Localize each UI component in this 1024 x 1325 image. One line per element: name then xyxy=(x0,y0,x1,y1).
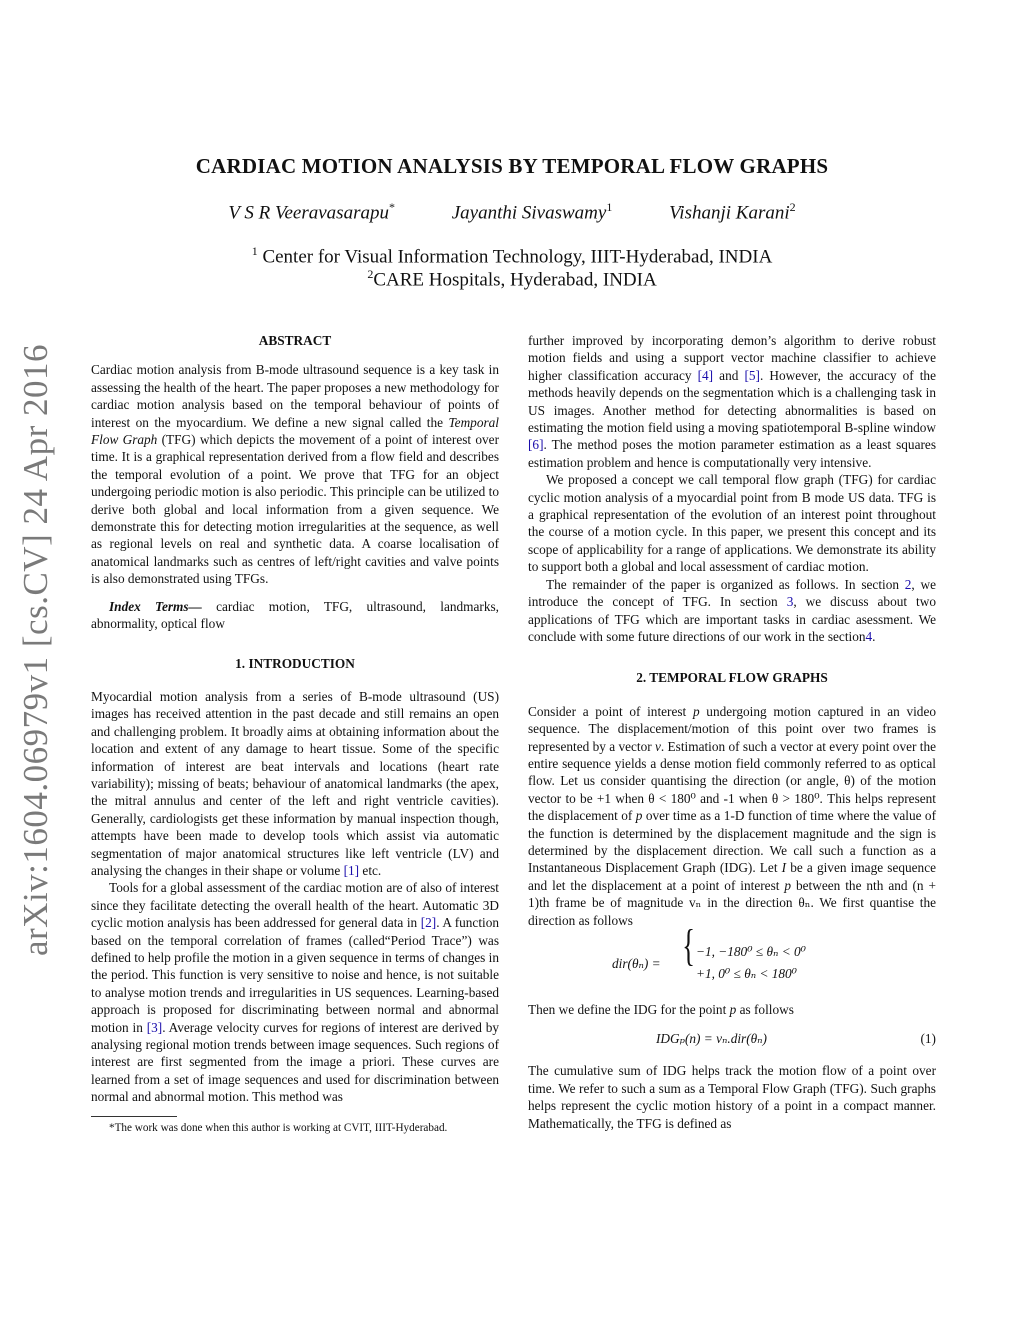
citation-5[interactable]: [5] xyxy=(744,367,760,383)
author-1: V S R Veeravasarapu* xyxy=(228,200,395,224)
equation-number: (1) xyxy=(920,1031,936,1047)
tfg-paragraph: The cumulative sum of IDG helps track the motion flow of a point over time. We refer to such a sum as a Temporal Flow Graph (TFG). Such graphs helps represent the cyclic motion history of a point in a compact manner. Mathematically, the TFG is defined as xyxy=(528,1063,936,1131)
idg-equation xyxy=(528,1026,936,1054)
citation-4[interactable]: [4] xyxy=(697,367,714,383)
citation-6[interactable]: [6] xyxy=(528,437,544,453)
affiliation-1: $^1$ Center for Visual Information Technology, IIIT-Hyderabad, INDIA xyxy=(251,244,773,268)
proposal-paragraph: We proposed a concept we call temporal flow graph (TFG) for cardiac cyclic motion analysis of a myocardial point from B mode US data. TFG is a graphical representation of the evolution of an interest point throughout the course of a motion cycle. In this paper, we present this concept and its scope of applicability for a range of applications. We demonstrate its ability to support both a global and local assessment of cardiac motion. xyxy=(528,472,936,575)
direction-case-negative: −1, −180⁰ ≤ θₙ < 0⁰ xyxy=(696,944,806,959)
footnote: *The work was done when this author is working at CVIT, IIIT-Hyderabad. xyxy=(109,1121,448,1134)
idg-paragraph: Consider a point of interest p undergoing motion captured in an video sequence. The displacement/motion of this point over two frames is represented by a vector v. Estimation of such a vector at every point over the entire sequence yields a dense motion field commonly referred to as optical flow. Let us consider quantising the direction (or angle, θ) of the motion vector to be +1 when θ < 180⁰ and -1 when θ > 180⁰. This helps represent the displacement of p over time as a 1-D function of time where the value of the function is determined by the displacement magnitude and the sign is determined by the displacement direction. We call such a function as a Instantaneous Displacement Graph (IDG). Let I be a given image sequence and let the displacement at a point of interest p between the nth and (n + 1)th frame be of magnitude vₙ in the direction θₙ. We first quantise the direction as follows xyxy=(528,703,936,928)
section-link-3[interactable]: 3 xyxy=(786,594,794,610)
related-work-paragraph: further improved by incorporating demon’s algorithm to derive robust motion fields and using a support vector machine classifier to achieve higher classification accuracy [4] and [5]. However, the accuracy of the methods heavily depends on the segmentation which is a challenging task in US images. Another method for detecting abnormalities is based on estimating the motion field using a moving spatiotemporal B-spline window [6]. The method poses the motion parameter estimation as a least squares estimation problem and hence is computationally very intensive. xyxy=(528,333,936,470)
arxiv-id: arXiv:1604.06979v1 [cs.CV] 24 Apr 2016 xyxy=(16,343,55,957)
intro-paragraph-2: Tools for a global assessment of the cardiac motion are of also of interest since they facilitate detecting the overall health of the heart. Automatic 3D cyclic motion analysis has been addressed for general data in [2]. A function based on the temporal correlation of frames (called“Period Trace”) was defined to help profile the motion in a given sequence in terms of changes in the period. This function is very sensitive to noise and hence, is not suitable to analyse motion trends and irregularities in US sequences. Learning-based approach is proposed for discriminating between normal and abnormal motion in [3]. Average velocity curves for regions of interest are derived by analysing regional motion trends between image sequences. Such regions of interest are first segmented from the image a priori. These curves are learned from a set of image sequences and used for discrimination between normal and abnormal motion. This method was xyxy=(91,880,500,1105)
index-terms: Index Terms— cardiac motion, TFG, ultrasound, landmarks, abnormality, optical flow xyxy=(91,598,499,632)
direction-equation-lhs: dir(θₙ) = xyxy=(612,956,661,971)
affiliation-2: $^2$CARE Hospitals, Hyderabad, INDIA xyxy=(367,267,657,291)
author-2: Jayanthi Sivaswamy$^1$ xyxy=(451,200,613,224)
section-link-2[interactable]: 2 xyxy=(904,576,912,592)
temporal-flow-graphs-heading: 2. TEMPORAL FLOW GRAPHS xyxy=(636,670,828,686)
arxiv-sidebar-stamp xyxy=(8,343,64,957)
cases-brace: { xyxy=(682,921,695,970)
abstract-text: Cardiac motion analysis from B-mode ultrasound sequence is a key task in assessing the health of the heart. The paper proposes a new methodology for cardiac motion analysis based on the temporal behaviour of points of interest on the myocardium. We define a new signal called the Temporal Flow Graph (TFG) which depicts the movement of a point of interest over time. It is a graphical representation derived from a flow field and describes the temporal evolution of a point. We prove that TFG for an object undergoing periodic motion is also periodic. This principle can be utilized to derive both global and local information from a given sequence. We demonstrate this for detecting motion irregularities at the sequence, as well as regional levels on real and synthetic data. A coarse localisation of anatomical landmarks such as centres of left/right cavities and valve points is also demonstrated using TFGs. xyxy=(91,362,499,587)
introduction-heading: 1. INTRODUCTION xyxy=(235,655,355,671)
paper-title: CARDIAC MOTION ANALYSIS BY TEMPORAL FLOW GRAPHS xyxy=(195,154,829,178)
right-column xyxy=(528,332,936,1132)
idg-definition-intro: Then we define the IDG for the point p as follows xyxy=(528,1002,794,1017)
citation-2[interactable]: [2] xyxy=(420,915,437,931)
citation-3[interactable]: [3] xyxy=(146,1019,163,1035)
author-3: Vishanji Karani$^2$ xyxy=(669,200,796,224)
section-link-4[interactable]: 4 xyxy=(865,628,873,644)
author-list xyxy=(0,200,1024,224)
idg-equation-body: IDGₚ(n) = vₙ.dir(θₙ) xyxy=(656,1031,767,1047)
citation-1[interactable]: [1] xyxy=(343,862,360,878)
direction-equation xyxy=(528,921,936,991)
footnote-rule xyxy=(91,1116,177,1117)
direction-case-positive: +1, 0⁰ ≤ θₙ < 180⁰ xyxy=(696,966,798,981)
intro-paragraph-1: Myocardial motion analysis from a series of B-mode ultrasound (US) images has received attention in the past decade and still remains an open and challenging problem. It broadly aims at obtaining information about the location and extent of any damage to heart tissue. Some of the specific information of interest are beat intervals and locations (heart rate variability); missing of beats; behaviour of anatomical landmarks (the apex, the mitral annulus and center of the left and right ventricle cavities). Generally, cardiologists get these information by manual inspection though, attempts have been made to develop tools which assist via automatic segmentation of major anatomical structures like left ventricle (LV) and analysing the changes in their shape or volume [1] etc. xyxy=(91,688,499,878)
abstract-heading: ABSTRACT xyxy=(258,333,332,348)
organization-paragraph: The remainder of the paper is organized as follows. In section 2, we introduce the concept of TFG. In section 3, we discuss about two applications of TFG which are important tasks in cardiac asessment. We conclude with some future directions of our work in the section4. xyxy=(528,576,936,644)
left-column xyxy=(91,332,499,1135)
